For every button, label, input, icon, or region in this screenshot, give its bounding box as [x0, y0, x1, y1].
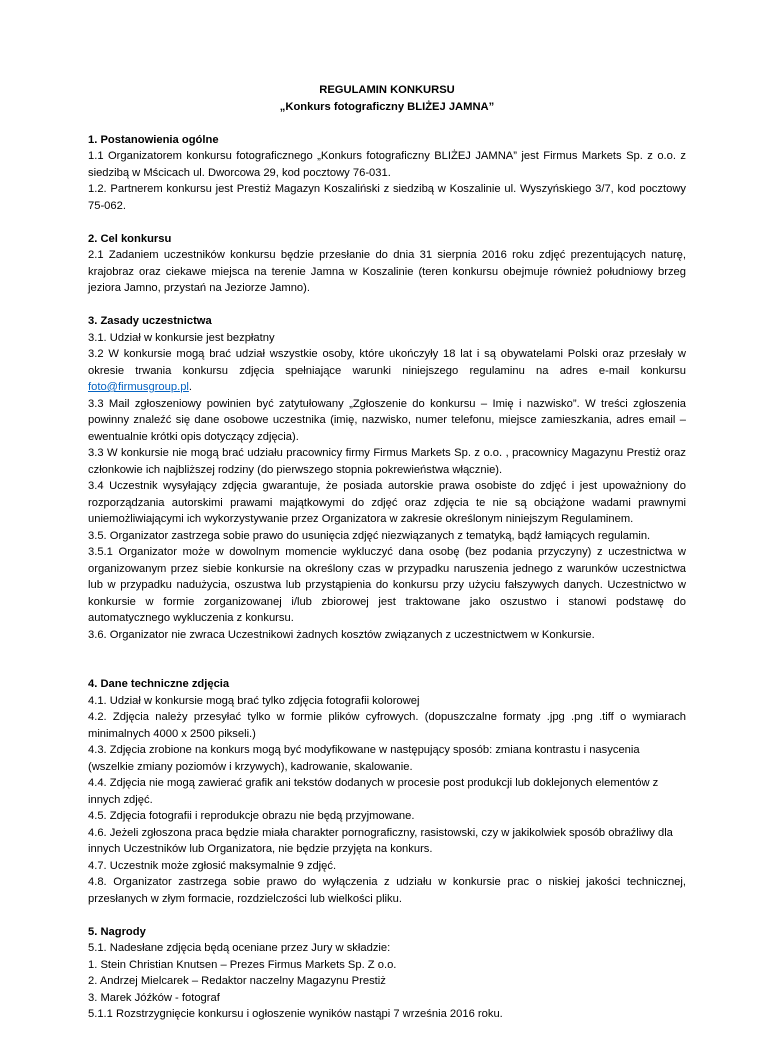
paragraph: 4.8. Organizator zastrzega sobie prawo do wyłączenia z udziału w konkursie prac o niskiej jakości technicznej, przesłanych w złym formacie, rozdzielczości lub wielkości pliku.	[88, 876, 686, 905]
paragraph: 3.3 Mail zgłoszeniowy powinien być zatytułowany „Zgłoszenie do konkursu – Imię i nazwisko”. W treści zgłoszenia powinny znaleźć się dane osobowe uczestnika (imię, nazwisko, numer telefonu, miejsce zamieszkania, adres email – ewentualnie krótki opis dotyczący zdjęcia).	[88, 397, 686, 443]
paragraph: 1.1 Organizatorem konkursu fotograficznego „Konkurs fotograficzny BLIŻEJ JAMNA” jest Firmus Markets Sp. z o.o. z siedzibą w Mścicach ul. Dworcowa 29, kod pocztowy 76-031.	[88, 150, 686, 179]
section-zasady-uczestnictwa	[88, 313, 686, 643]
section-cel-konkursu	[88, 231, 686, 297]
section-dane-techniczne	[88, 676, 686, 907]
paragraph: 4.2. Zdjęcia należy przesyłać tylko w formie plików cyfrowych. (dopuszczalne formaty .jpg .png .tiff o wymiarach minimalnych 4000 x 2500 pikseli.)	[88, 711, 686, 740]
paragraph: 5.1. Nadesłane zdjęcia będą oceniane przez Jury w składzie:	[88, 942, 391, 954]
jury-member: 2. Andrzej Mielcarek – Redaktor naczelny Magazynu Prestiż	[88, 975, 386, 987]
paragraph: 4.5. Zdjęcia fotografii i reprodukcje obrazu nie będą przyjmowane.	[88, 810, 415, 822]
paragraph: 2.1 Zadaniem uczestników konkursu będzie przesłanie do dnia 31 sierpnia 2016 roku zdjęć prezentujących naturę, krajobraz oraz ciekawe miejsca na terenie Jamna w Koszalinie (teren konkursu obejmuje również południowy brzeg jeziora Jamno, przystań na Jeziorze Jamno).	[88, 249, 686, 294]
jury-member: 1. Stein Christian Knutsen – Prezes Firmus Markets Sp. Z o.o.	[88, 958, 397, 971]
paragraph-text: 3.2 W konkursie mogą brać udział wszystkie osoby, które ukończyły 18 lat i są obywatelami Polski oraz przesłały w okresie trwania konkursu zdjęcia spełniające warunki niniejszego regulaminu na adres e-mail konkursu	[88, 348, 686, 377]
paragraph: 3.5. Organizator zastrzega sobie prawo do usunięcia zdjęć niezwiązanych z tematyką, bądź łamiących regulamin.	[88, 529, 651, 542]
section-nagrody	[88, 924, 686, 1023]
paragraph: 3.4 Uczestnik wysyłający zdjęcia gwarantuje, że posiada autorskie prawa osobiste do zdjęć i jest upoważniony do rozporządzania autorskimi prawami majątkowymi do zdjęć oraz zdjęcia te nie są obciążone wadami prawnymi uniemożliwiającymi ich wykorzystywanie przez Organizatora w zakresie określonym niniejszym Regulaminem.	[88, 480, 686, 525]
jury-member: 3. Marek Jóźków - fotograf	[88, 991, 220, 1004]
section-heading: 4. Dane techniczne zdjęcia	[88, 678, 230, 690]
section-heading: 3. Zasady uczestnictwa	[88, 315, 212, 327]
section-heading: 5. Nagrody	[88, 925, 146, 938]
paragraph: 4.3. Zdjęcia zrobione na konkurs mogą być modyfikowane w następujący sposób: zmiana kontrastu i nasycenia (wszelkie zmiany poziomów i krzywych), kadrowanie, skalowanie.	[88, 744, 640, 773]
section-postanowienia-ogolne	[88, 132, 686, 215]
paragraph: 3.5.1 Organizator może w dowolnym momencie wykluczyć dana osobę (bez podania przyczyny) z uczestnictwa w organizowanym przez siebie konkursie na określony czas w przypadku naruszenia jednego z warunków uczestnictwa lub w przypadku nadużycia, oszustwa lub przystąpienia do konkursu przy użyciu fałszywych danych. Uczestnictwo w konkursie w formie zorganizowanej i/lub zbiorowej jest traktowane jako oszustwo i stanowi podstawę do automatycznego wykluczenia z konkursu.	[88, 546, 686, 624]
title-line-1: REGULAMIN KONKURSU	[319, 84, 455, 96]
contest-email-link[interactable]: foto@firmusgroup.pl	[88, 381, 189, 393]
title-line-2: „Konkurs fotograficzny BLIŻEJ JAMNA”	[279, 100, 495, 113]
paragraph: 4.4. Zdjęcia nie mogą zawierać grafik ani tekstów dodanych w procesie post produkcji lub doklejonych elementów z innych zdjęć.	[88, 777, 659, 806]
paragraph: 3.2 W konkursie mogą brać udział wszystkie osoby, które ukończyły 18 lat i są obywatelami Polski oraz przesłały w okresie trwania konkursu zdjęcia spełniające warunki niniejszego regulaminu na adres e-mail konkursu foto@firmusgroup.pl.	[88, 348, 686, 393]
section-heading: 2. Cel konkursu	[88, 232, 172, 245]
paragraph: 3.6. Organizator nie zwraca Uczestnikowi żadnych kosztów związanych z uczestnictwem w Konkursie.	[88, 628, 595, 641]
paragraph: 5.1.1 Rozstrzygnięcie konkursu i ogłoszenie wyników nastąpi 7 września 2016 roku.	[88, 1008, 503, 1020]
paragraph: 4.1. Udział w konkursie mogą brać tylko zdjęcia fotografii kolorowej	[88, 694, 420, 707]
document-title	[88, 82, 686, 115]
section-heading: 1. Postanowienia ogólne	[88, 133, 219, 146]
paragraph: 3.3 W konkursie nie mogą brać udziału pracownicy firmy Firmus Markets Sp. z o.o. , pracownicy Magazynu Prestiż oraz członkowie ich najbliższej rodziny (do pierwszego stopnia pokrewieństwa włącznie).	[88, 447, 686, 476]
paragraph: 4.7. Uczestnik może zgłosić maksymalnie 9 zdjęć.	[88, 859, 337, 872]
paragraph: 4.6. Jeżeli zgłoszona praca będzie miała charakter pornograficzny, rasistowski, czy w jakikolwiek sposób obraźliwy dla innych Uczestników lub Organizatora, nie będzie przyjęta na konkurs.	[88, 826, 673, 855]
paragraph: 1.2. Partnerem konkursu jest Prestiż Magazyn Koszaliński z siedzibą w Koszalinie ul. Wyszyńskiego 3/7, kod pocztowy 75-062.	[88, 183, 686, 212]
paragraph: 3.1. Udział w konkursie jest bezpłatny	[88, 331, 275, 344]
document-page	[88, 82, 686, 1039]
